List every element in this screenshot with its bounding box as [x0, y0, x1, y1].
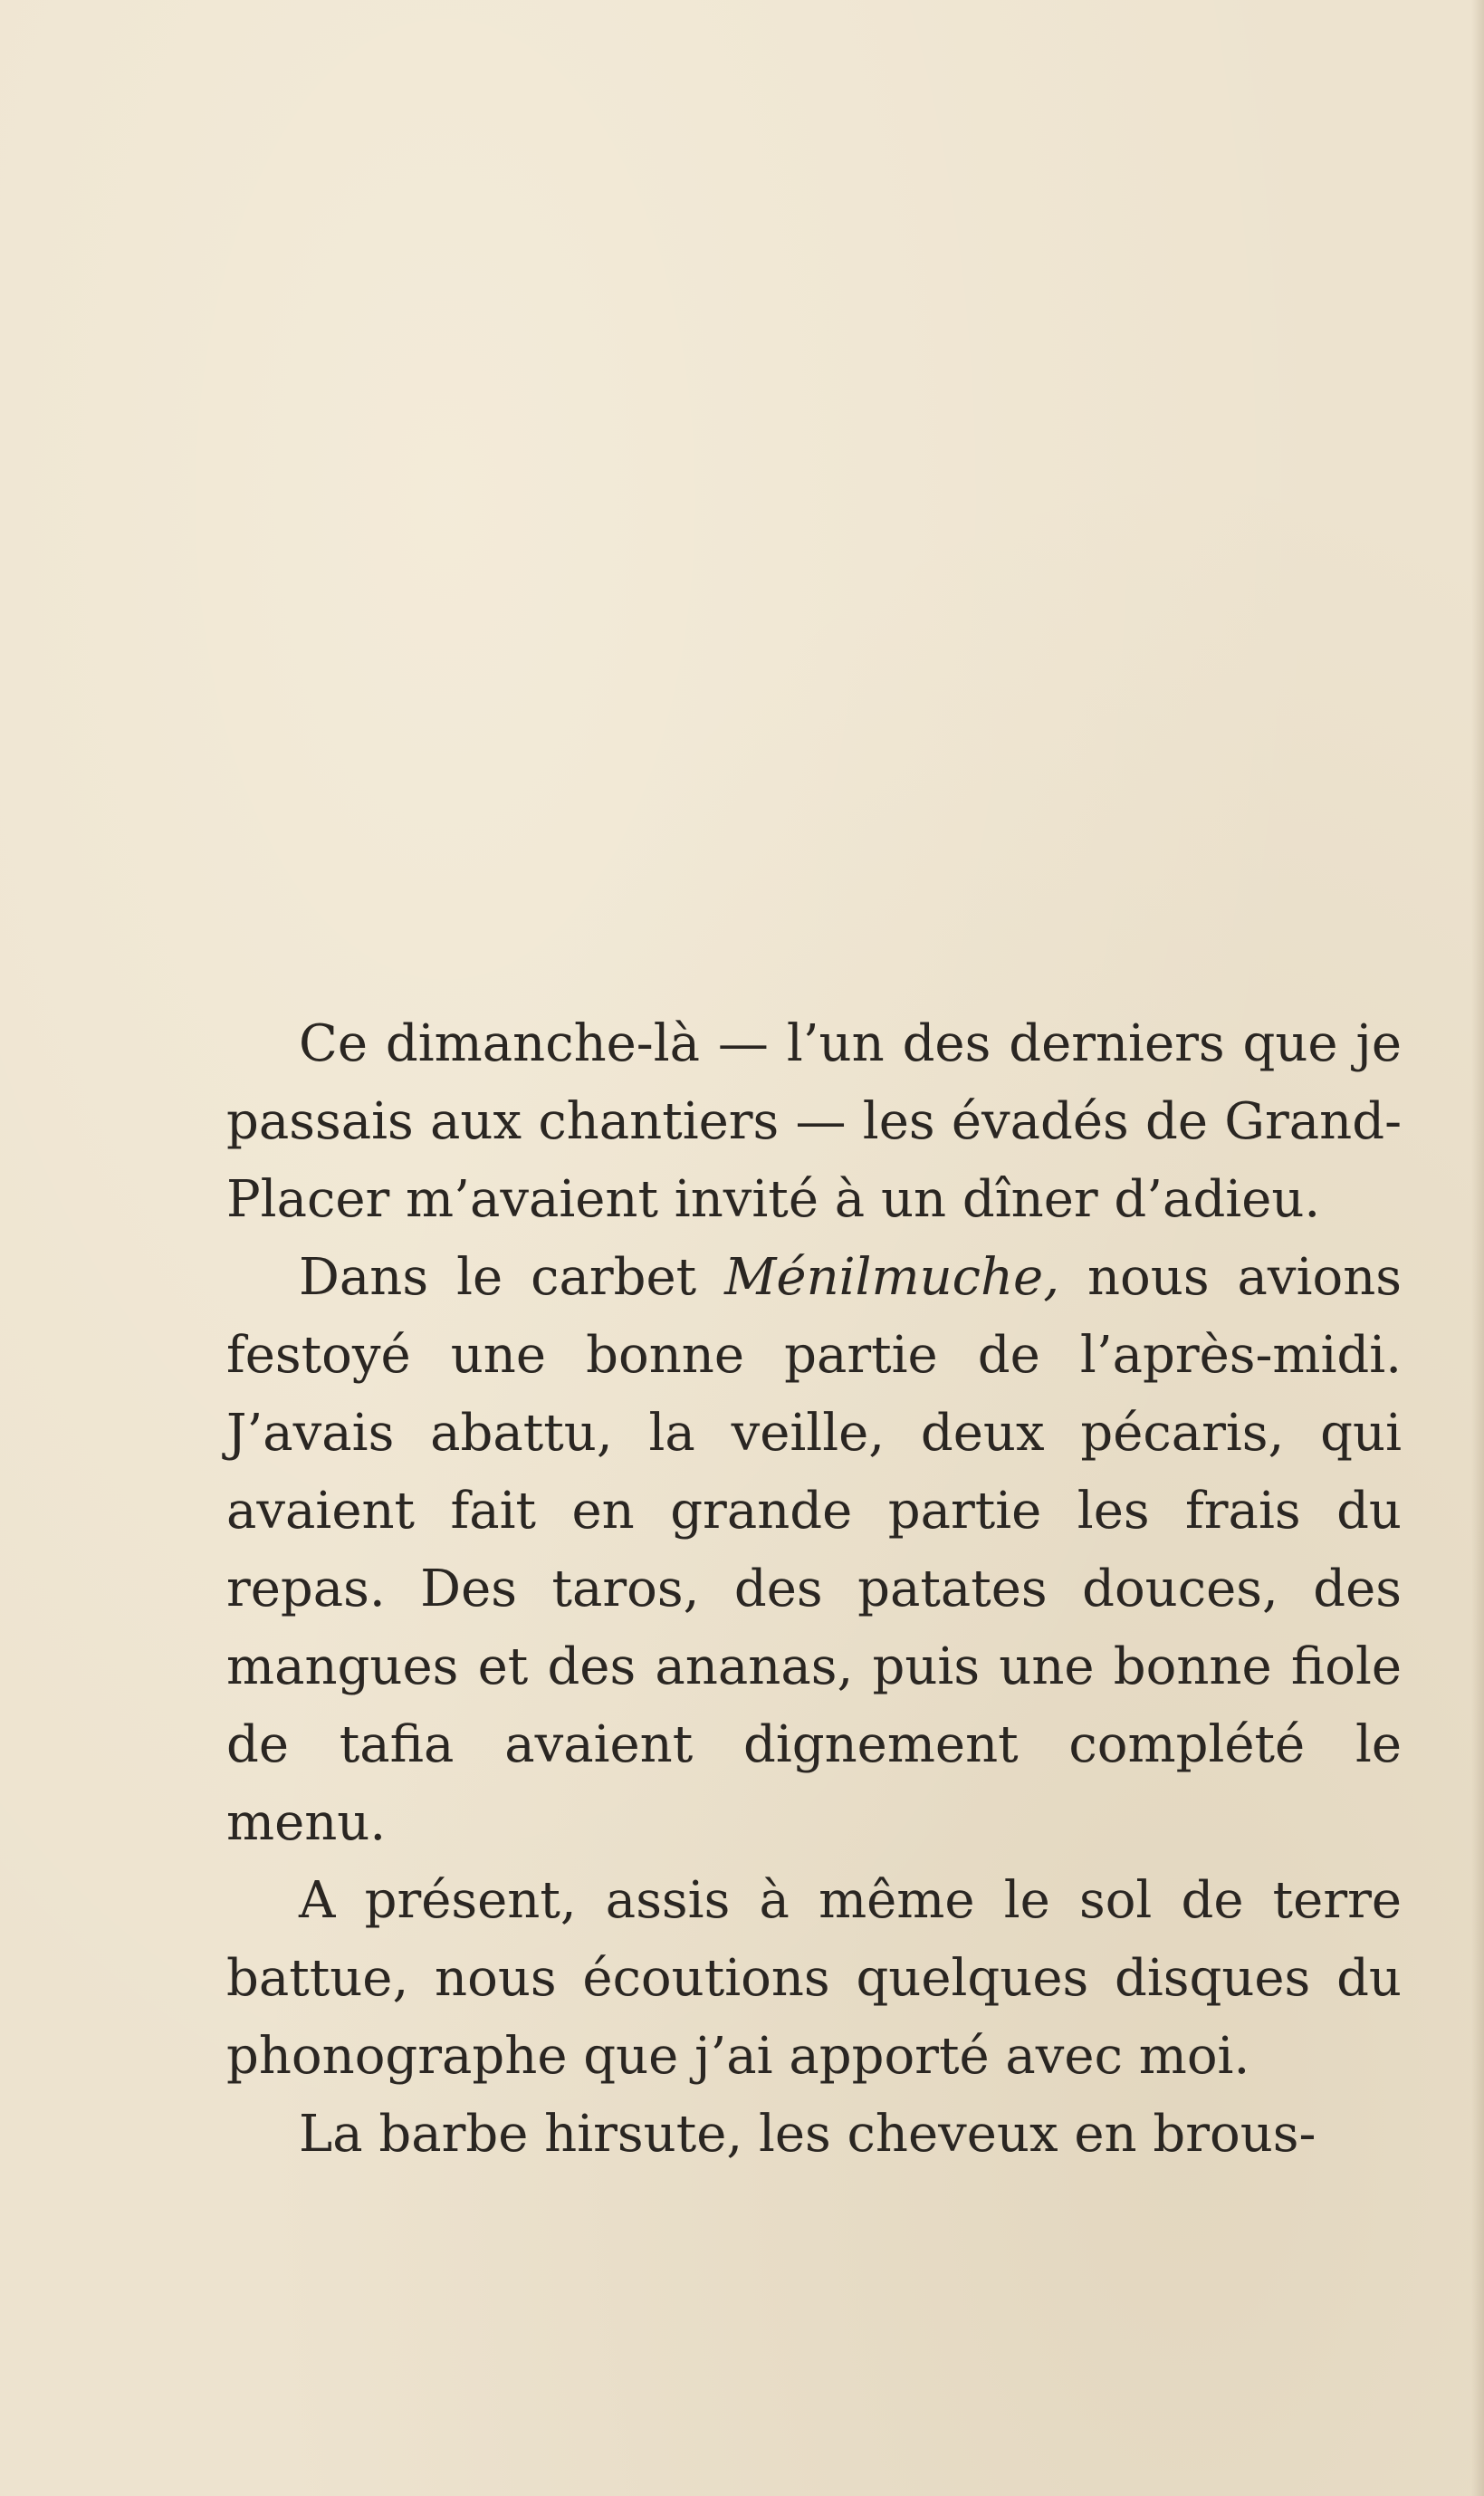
body-text — [226, 1005, 1402, 2174]
paragraph-1: Ce dimanche-là — l’un des derniers que je passais aux chantiers — les évadés de Grand-Placer m’avaient invité à un dîner d’adieu. — [226, 1014, 1402, 1229]
paragraph-2 — [226, 1239, 1402, 1862]
paragraph-2-before: Dans le carbet — [299, 1248, 725, 1307]
paragraph-3: A présent, assis à même le sol de terre battue, nous écoutions quelques disques du phonographe que j’ai apporté avec moi. — [226, 1871, 1402, 2086]
italic-place-name: Ménilmuche, — [724, 1248, 1059, 1307]
page-edge-shadow — [1471, 0, 1484, 2496]
paragraph-2-after: nous avions festoyé une bonne partie de l’après-midi. J’avais abattu, la veille, deux pécaris, qui avaient fait en grande partie les frais du repas. Des taros, des patates douces, des mangues et des ananas, puis une bonne fiole de tafia avaient dignement complété le menu. — [226, 1248, 1402, 1852]
paragraph-4: La barbe hirsute, les cheveux en brous- — [299, 2105, 1316, 2164]
